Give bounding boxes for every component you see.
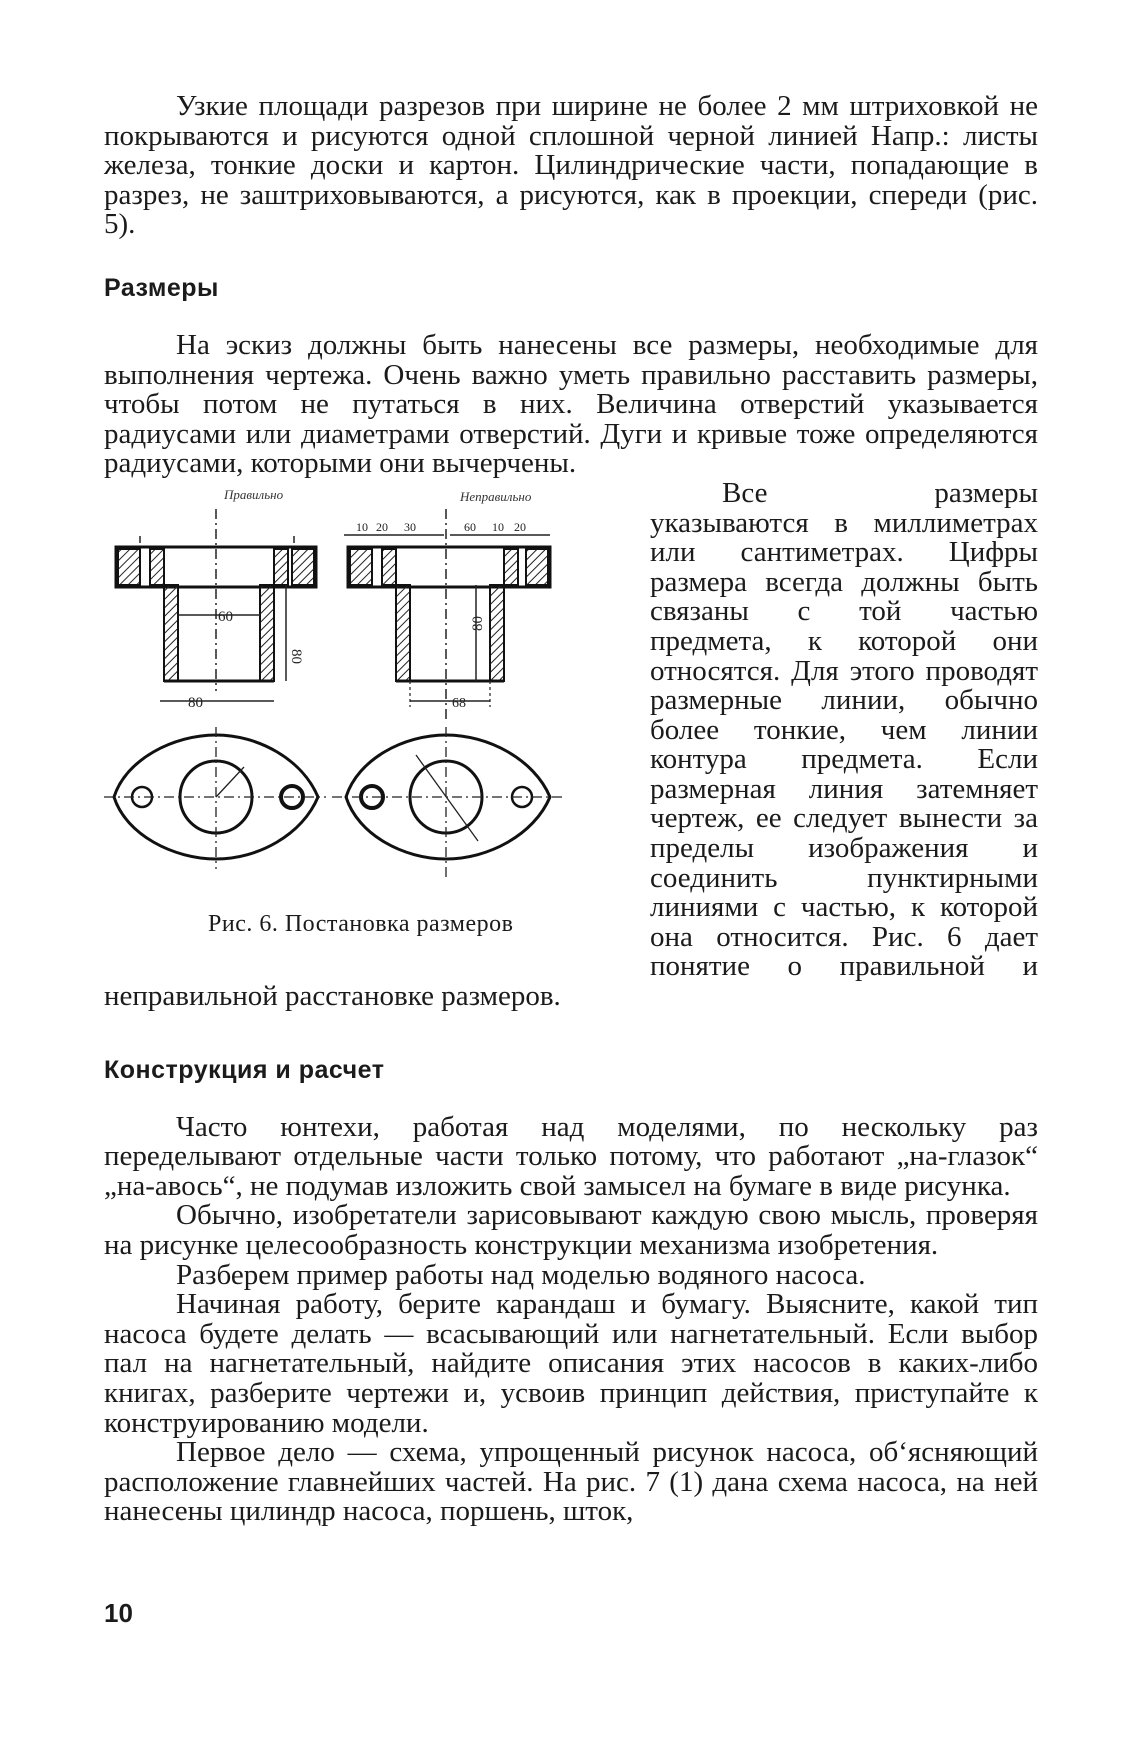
paragraph-construction-1: Часто юнтехи, работая над моделями, по нескольку раз переделывают отдельные части только потому, что работают „на-глазок“ „на-авось“, не подумав изложить свой замысел на бумаге в виде рисунка.	[104, 1110, 1038, 1202]
paragraph-construction-4: Начиная работу, берите карандаш и бумагу. Выясните, какой тип насоса будете делать — всасывающий или нагнетательный. Если выбор пал на нагнетательный, найдите описания этих насосов в каких-либо книгах, разберите чертежи и, усвоив принцип действия, приступайте к конструированию модели.	[104, 1288, 1038, 1439]
right-plan-view	[332, 727, 562, 881]
dim-10-label: 10	[356, 519, 368, 534]
paragraph-sizes-1-text: На эскиз должны быть нанесены все размеры, необходимые для выполнения чертежа. Очень важно уметь правильно расставить размеры, чтобы потом не путаться в них. Величина отверстий указывается радиусами или диаметрами отверстий. Дуги и кривые тоже определяются радиусами, которыми они вычерчены.	[104, 328, 1038, 480]
dim-20-label: 20	[376, 519, 388, 534]
dim-30-label: 30	[404, 519, 416, 534]
dim-10-r-label: 10	[492, 519, 504, 534]
sizes-section	[104, 328, 1038, 1013]
page-number: 10	[104, 1598, 133, 1628]
dim-20-r-label: 20	[514, 519, 526, 534]
figure-6-drawing	[104, 481, 650, 959]
paragraph-construction-5: Первое дело — схема, упрощенный рисунок насоса, об‘ясняющий расположение главнейших частей. На рис. 7 (1) дана схема насоса, на ней нанесены цилиндр насоса, поршень, шток,	[104, 1436, 1038, 1528]
dim-60-r-label: 60	[464, 519, 476, 534]
figure-6	[104, 481, 650, 959]
paragraph-intro: Узкие площади разрезов при ширине не более 2 мм штриховкой не покрываются и рисуются одной сплошной черной линией Напр.: листы железа, тонкие доски и картон. Цилиндрические части, попадающие в разрез, не заштриховываются, а рисуются, как в проекции, спереди (рис. 5).	[104, 90, 1038, 241]
dim-68-label: 68	[452, 695, 466, 711]
paragraph-construction-3: Разберем пример работы над моделью водяного насоса.	[176, 1258, 866, 1291]
dim-80-side-label: 80	[288, 648, 304, 664]
right-section-drawing	[344, 489, 550, 721]
left-plan-view	[104, 727, 326, 869]
label-correct: Правильно	[224, 486, 284, 502]
heading-construction: Конструкция и расчет	[104, 1055, 385, 1084]
left-section-drawing	[116, 487, 316, 711]
figure-caption: Рис. 6. Постановка размеров	[208, 910, 514, 937]
page-content	[104, 92, 1038, 1527]
heading-sizes: Размеры	[104, 273, 219, 302]
dim-60-label: 60	[218, 608, 233, 625]
paragraph-construction-2: Обычно, изобретатели зарисовывают каждую свою мысль, проверяя на рисунке целесообразность конструкции механизма изобретения.	[104, 1199, 1038, 1261]
paragraph-sizes-2: Все размеры указываются в миллиметрах или сантиметрах. Цифры размера всегда должны быть связаны с той частью предмета, к которой они относятся. Для этого проводят размерные линии, обычно более тонкие, чем линии контура предмета. Если размерная линия затемняет чертеж, ее следует вынести за пределы изображения и соединить пунктирными линиями с частью, к которой она относится. Рис. 6 дает понятие о правильной и неправильной расстановке размеров.	[104, 476, 1038, 1013]
dim-80-left-label: 80	[188, 694, 203, 711]
label-incorrect: Неправильно	[460, 488, 532, 504]
paragraph-sizes-1	[104, 328, 1038, 480]
dim-80-right-label: 80	[470, 615, 486, 631]
